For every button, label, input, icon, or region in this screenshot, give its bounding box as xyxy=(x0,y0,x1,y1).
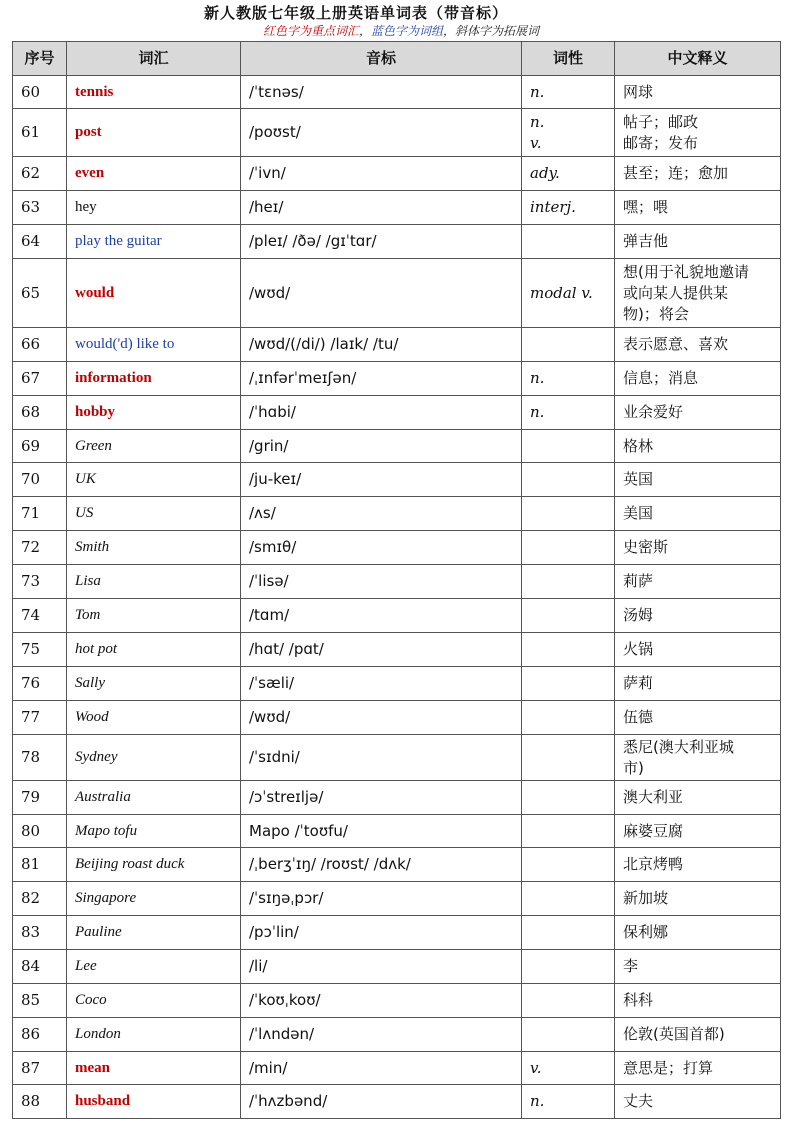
meaning-line: 或向某人提供某 xyxy=(623,283,729,302)
table-row xyxy=(13,882,781,916)
chinese-meaning xyxy=(615,1018,781,1052)
vocab-word: Mapo tofu xyxy=(67,815,241,848)
part-of-speech xyxy=(522,328,615,362)
table-header-row xyxy=(13,42,781,76)
vocab-word: London xyxy=(67,1018,241,1052)
table-row xyxy=(13,735,781,781)
meaning-line: 北京烤鸭 xyxy=(623,855,684,873)
chinese-meaning xyxy=(615,1052,781,1085)
meaning-line: 帖子；邮政 xyxy=(623,112,699,131)
vocab-word: hobby xyxy=(67,396,241,430)
meaning-line: 澳大利亚 xyxy=(623,788,684,806)
table-row xyxy=(13,984,781,1018)
pos-line: v. xyxy=(530,1058,542,1077)
vocab-word: Smith xyxy=(67,531,241,565)
part-of-speech xyxy=(522,667,615,701)
row-number: 77 xyxy=(13,701,67,735)
chinese-meaning xyxy=(615,328,781,362)
part-of-speech xyxy=(522,633,615,667)
row-number: 85 xyxy=(13,984,67,1018)
meaning-line: 物)；将会 xyxy=(623,304,689,323)
meaning-line: 邮寄；发布 xyxy=(623,133,699,152)
legend-separator: ， xyxy=(443,24,456,38)
vocab-word: Wood xyxy=(67,701,241,735)
table-row xyxy=(13,362,781,396)
table-row xyxy=(13,701,781,735)
pos-line: n. xyxy=(530,112,545,131)
table-row xyxy=(13,430,781,463)
legend-phrases: 蓝色字为词组 xyxy=(370,24,443,38)
vocab-word: mean xyxy=(67,1052,241,1085)
part-of-speech xyxy=(522,950,615,984)
header-meaning: 中文释义 xyxy=(615,42,781,76)
vocab-word: play the guitar xyxy=(67,225,241,259)
row-number: 73 xyxy=(13,565,67,599)
table-row xyxy=(13,328,781,362)
chinese-meaning xyxy=(615,362,781,396)
vocab-word: US xyxy=(67,497,241,531)
table-row xyxy=(13,565,781,599)
table-row xyxy=(13,916,781,950)
meaning-line: 莉萨 xyxy=(623,572,654,590)
vocab-word: Coco xyxy=(67,984,241,1018)
phonetic: /ˈsɪŋəˌpɔr/ xyxy=(241,882,522,916)
row-number: 68 xyxy=(13,396,67,430)
phonetic: /ˈlisə/ xyxy=(241,565,522,599)
meaning-line: 萨莉 xyxy=(623,674,654,692)
table-row xyxy=(13,76,781,109)
row-number: 81 xyxy=(13,848,67,882)
phonetic: /ˌberʒˈɪŋ/ /roʊst/ /dʌk/ xyxy=(241,848,522,882)
row-number: 72 xyxy=(13,531,67,565)
row-number: 88 xyxy=(13,1085,67,1119)
chinese-meaning xyxy=(615,531,781,565)
vocab-word: Singapore xyxy=(67,882,241,916)
chinese-meaning xyxy=(615,259,781,328)
row-number: 83 xyxy=(13,916,67,950)
meaning-line: 市) xyxy=(623,758,644,777)
row-number: 87 xyxy=(13,1052,67,1085)
vocab-word: Beijing roast duck xyxy=(67,848,241,882)
meaning-line: 汤姆 xyxy=(623,606,654,624)
table-row xyxy=(13,667,781,701)
vocab-word: Lisa xyxy=(67,565,241,599)
part-of-speech xyxy=(522,565,615,599)
header-part-of-speech: 词性 xyxy=(522,42,615,76)
table-row xyxy=(13,463,781,497)
part-of-speech xyxy=(522,1018,615,1052)
meaning-line: 伍德 xyxy=(623,708,654,726)
meaning-line: 史密斯 xyxy=(623,538,669,556)
part-of-speech xyxy=(522,781,615,815)
chinese-meaning xyxy=(615,157,781,191)
table-row xyxy=(13,259,781,328)
pos-line: n. xyxy=(530,369,545,387)
header-word: 词汇 xyxy=(67,42,241,76)
vocab-word: post xyxy=(67,109,241,157)
phonetic: /ˈlʌndən/ xyxy=(241,1018,522,1052)
chinese-meaning xyxy=(615,882,781,916)
meaning-line: 业余爱好 xyxy=(623,403,684,421)
table-row xyxy=(13,599,781,633)
part-of-speech xyxy=(522,259,615,328)
chinese-meaning xyxy=(615,225,781,259)
part-of-speech xyxy=(522,599,615,633)
vocab-word: tennis xyxy=(67,76,241,109)
chinese-meaning xyxy=(615,735,781,781)
phonetic: /ˈhɑbi/ xyxy=(241,396,522,430)
meaning-line: 甚至；连；愈加 xyxy=(623,164,729,182)
meaning-line: 火锅 xyxy=(623,640,654,658)
vocab-word: Sally xyxy=(67,667,241,701)
phonetic: /ˈhʌzbənd/ xyxy=(241,1085,522,1119)
row-number: 70 xyxy=(13,463,67,497)
chinese-meaning xyxy=(615,599,781,633)
part-of-speech xyxy=(522,882,615,916)
page-title: 新人教版七年级上册英语单词表（带音标） xyxy=(203,4,508,22)
row-number: 84 xyxy=(13,950,67,984)
vocab-word: hot pot xyxy=(67,633,241,667)
part-of-speech xyxy=(522,848,615,882)
phonetic: /pleɪ/ /ðə/ /gɪˈtɑr/ xyxy=(241,225,522,259)
meaning-line: 美国 xyxy=(623,504,654,522)
meaning-line: 新加坡 xyxy=(623,889,669,907)
meaning-line: 悉尼(澳大利亚城 xyxy=(623,737,734,756)
part-of-speech xyxy=(522,362,615,396)
meaning-line: 李 xyxy=(623,957,639,975)
vocab-word: hey xyxy=(67,191,241,225)
phonetic: /ˈsɪdni/ xyxy=(241,735,522,781)
table-row xyxy=(13,531,781,565)
chinese-meaning xyxy=(615,984,781,1018)
phonetic: /grin/ xyxy=(241,430,522,463)
part-of-speech xyxy=(522,109,615,157)
legend-extended-words: 斜体字为拓展词 xyxy=(455,24,540,38)
phonetic: /heɪ/ xyxy=(241,191,522,225)
legend-key-words: 红色字为重点词汇 xyxy=(262,24,359,38)
part-of-speech xyxy=(522,430,615,463)
pos-line: v. xyxy=(530,133,542,152)
header-phonetic: 音标 xyxy=(241,42,522,76)
row-number: 71 xyxy=(13,497,67,531)
table-row xyxy=(13,815,781,848)
row-number: 66 xyxy=(13,328,67,362)
meaning-line: 保利娜 xyxy=(623,923,669,941)
phonetic: /poʊst/ xyxy=(241,109,522,157)
phonetic: /tɑm/ xyxy=(241,599,522,633)
part-of-speech xyxy=(522,815,615,848)
table-row xyxy=(13,1052,781,1085)
row-number: 80 xyxy=(13,815,67,848)
legend-separator: ， xyxy=(358,24,371,38)
table-row xyxy=(13,1018,781,1052)
phonetic: /wʊd/ xyxy=(241,259,522,328)
part-of-speech xyxy=(522,735,615,781)
table-row xyxy=(13,497,781,531)
meaning-line: 网球 xyxy=(623,82,654,101)
row-number: 64 xyxy=(13,225,67,259)
part-of-speech xyxy=(522,191,615,225)
row-number: 65 xyxy=(13,259,67,328)
part-of-speech xyxy=(522,497,615,531)
pos-line: modal v. xyxy=(530,283,593,302)
row-number: 74 xyxy=(13,599,67,633)
meaning-line: 英国 xyxy=(623,470,654,488)
vocab-word: Green xyxy=(67,430,241,463)
phonetic: /pɔˈlin/ xyxy=(241,916,522,950)
row-number: 69 xyxy=(13,430,67,463)
phonetic: /ɔˈstreɪljə/ xyxy=(241,781,522,815)
part-of-speech xyxy=(522,1052,615,1085)
table-row xyxy=(13,848,781,882)
chinese-meaning xyxy=(615,848,781,882)
vocab-word: husband xyxy=(67,1085,241,1119)
phonetic: /min/ xyxy=(241,1052,522,1085)
row-number: 86 xyxy=(13,1018,67,1052)
row-number: 82 xyxy=(13,882,67,916)
phonetic: /wʊd/(/di/) /laɪk/ /tu/ xyxy=(241,328,522,362)
part-of-speech xyxy=(522,225,615,259)
header-number: 序号 xyxy=(13,42,67,76)
row-number: 76 xyxy=(13,667,67,701)
chinese-meaning xyxy=(615,950,781,984)
phonetic: /smɪθ/ xyxy=(241,531,522,565)
pos-line: n. xyxy=(530,403,545,421)
chinese-meaning xyxy=(615,565,781,599)
row-number: 63 xyxy=(13,191,67,225)
meaning-line: 伦敦(英国首都) xyxy=(623,1025,725,1043)
chinese-meaning xyxy=(615,191,781,225)
part-of-speech xyxy=(522,396,615,430)
row-number: 79 xyxy=(13,781,67,815)
pos-line: interj. xyxy=(530,198,576,216)
chinese-meaning xyxy=(615,633,781,667)
phonetic: /hɑt/ /pɑt/ xyxy=(241,633,522,667)
meaning-line: 弹吉他 xyxy=(623,232,669,250)
meaning-line: 麻婆豆腐 xyxy=(623,821,684,840)
vocab-word: information xyxy=(67,362,241,396)
vocab-word: Tom xyxy=(67,599,241,633)
table-row xyxy=(13,157,781,191)
meaning-line: 嘿；喂 xyxy=(623,198,669,216)
meaning-line: 科科 xyxy=(623,991,654,1009)
phonetic: /ʌs/ xyxy=(241,497,522,531)
part-of-speech xyxy=(522,76,615,109)
phonetic: /ˈkoʊˌkoʊ/ xyxy=(241,984,522,1018)
chinese-meaning xyxy=(615,815,781,848)
pos-line: ady. xyxy=(530,164,560,182)
table-row xyxy=(13,191,781,225)
chinese-meaning xyxy=(615,109,781,157)
row-number: 78 xyxy=(13,735,67,781)
phonetic: /wʊd/ xyxy=(241,701,522,735)
vocab-word: Australia xyxy=(67,781,241,815)
chinese-meaning xyxy=(615,76,781,109)
phonetic: /ˈivn/ xyxy=(241,157,522,191)
vocab-word: Pauline xyxy=(67,916,241,950)
part-of-speech xyxy=(522,463,615,497)
vocab-word: UK xyxy=(67,463,241,497)
chinese-meaning xyxy=(615,781,781,815)
vocab-word: would('d) like to xyxy=(67,328,241,362)
meaning-line: 意思是；打算 xyxy=(623,1058,714,1077)
part-of-speech xyxy=(522,1085,615,1119)
row-number: 60 xyxy=(13,76,67,109)
table-row xyxy=(13,225,781,259)
meaning-line: 格林 xyxy=(623,436,654,455)
phonetic: /ˌɪnfərˈmeɪʃən/ xyxy=(241,362,522,396)
vocab-word: Lee xyxy=(67,950,241,984)
chinese-meaning xyxy=(615,430,781,463)
part-of-speech xyxy=(522,531,615,565)
meaning-line: 想(用于礼貌地邀请 xyxy=(623,262,749,281)
part-of-speech xyxy=(522,984,615,1018)
phonetic: Mapo /ˈtoʊfu/ xyxy=(241,815,522,848)
pos-line: n. xyxy=(530,1092,545,1110)
chinese-meaning xyxy=(615,396,781,430)
vocab-word: even xyxy=(67,157,241,191)
chinese-meaning xyxy=(615,701,781,735)
part-of-speech xyxy=(522,157,615,191)
phonetic: /ˈtɛnəs/ xyxy=(241,76,522,109)
meaning-line: 表示愿意、喜欢 xyxy=(623,335,729,353)
pos-line: n. xyxy=(530,82,545,101)
meaning-line: 信息；消息 xyxy=(623,369,699,387)
table-row xyxy=(13,109,781,157)
phonetic: /li/ xyxy=(241,950,522,984)
part-of-speech xyxy=(522,701,615,735)
phonetic: /ju-keɪ/ xyxy=(241,463,522,497)
chinese-meaning xyxy=(615,463,781,497)
phonetic: /ˈsæli/ xyxy=(241,667,522,701)
table-row xyxy=(13,781,781,815)
chinese-meaning xyxy=(615,667,781,701)
vocabulary-table xyxy=(12,41,781,1119)
row-number: 61 xyxy=(13,109,67,157)
vocab-word: Sydney xyxy=(67,735,241,781)
row-number: 62 xyxy=(13,157,67,191)
chinese-meaning xyxy=(615,1085,781,1119)
vocab-word: would xyxy=(67,259,241,328)
part-of-speech xyxy=(522,916,615,950)
table-row xyxy=(13,950,781,984)
table-row xyxy=(13,1085,781,1119)
meaning-line: 丈夫 xyxy=(623,1092,654,1110)
row-number: 75 xyxy=(13,633,67,667)
chinese-meaning xyxy=(615,916,781,950)
table-row xyxy=(13,396,781,430)
row-number: 67 xyxy=(13,362,67,396)
color-legend xyxy=(0,22,802,39)
table-row xyxy=(13,633,781,667)
table-body xyxy=(13,76,781,1119)
chinese-meaning xyxy=(615,497,781,531)
